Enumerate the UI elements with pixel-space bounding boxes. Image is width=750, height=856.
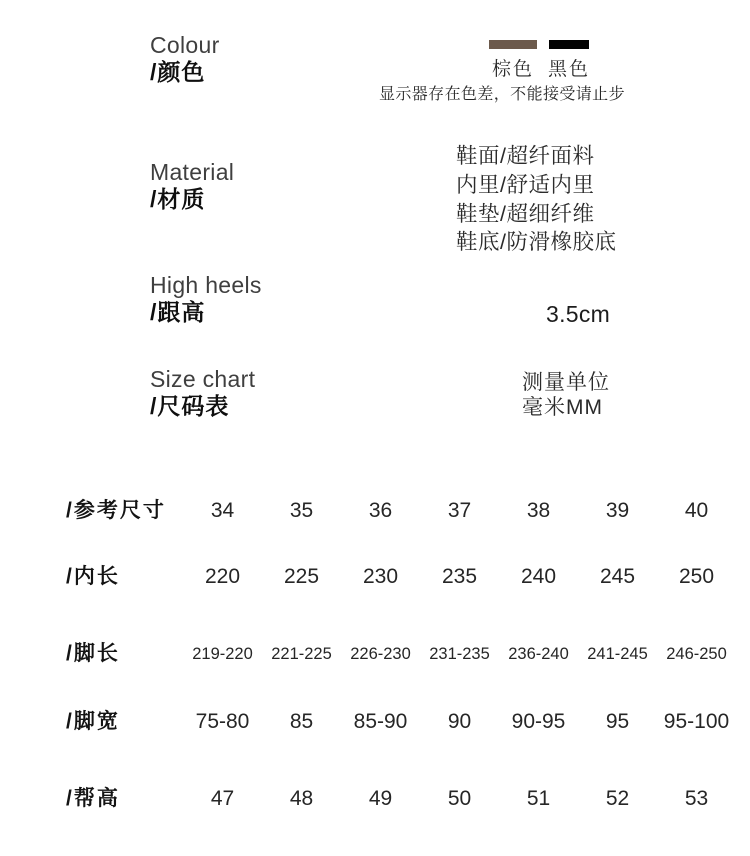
table-row-foot-width [0, 707, 750, 737]
table-cell: 39 [605, 499, 630, 522]
table-cell: 53 [684, 787, 709, 810]
table-cell: 221-225 [271, 645, 332, 663]
row-values [183, 784, 736, 814]
material-line-lining: 内里/舒适内里 [456, 172, 595, 197]
table-cell: 40 [684, 499, 709, 522]
table-cell: 90 [447, 710, 472, 733]
table-cell: 51 [526, 787, 551, 810]
table-cell: 240 [520, 565, 557, 588]
table-cell: 236-240 [508, 645, 569, 663]
table-row-inner-length [0, 562, 750, 592]
table-cell: 220 [204, 565, 241, 588]
material-line-outsole: 鞋底/防滑橡胶底 [456, 230, 617, 255]
table-cell: 95-100 [663, 710, 730, 733]
material-line-insole: 鞋垫/超细纤维 [456, 201, 595, 226]
swatch-option-brown [489, 40, 537, 81]
brown-swatch [489, 40, 537, 49]
table-cell: 95 [605, 710, 630, 733]
row-label: /脚宽 [66, 710, 120, 733]
row-values [183, 707, 736, 737]
table-cell: 226-230 [350, 645, 411, 663]
table-cell: 245 [599, 565, 636, 588]
material-detail-lines [456, 142, 616, 257]
table-cell: 47 [210, 787, 235, 810]
measuring-unit-line1: 测量单位 [522, 371, 610, 394]
table-cell: 241-245 [587, 645, 648, 663]
material-line-upper: 鞋面/超纤面料 [456, 144, 595, 168]
measuring-unit-line2: 毫米MM [522, 395, 603, 419]
table-cell: 85 [289, 710, 314, 733]
colour-swatches [489, 40, 590, 81]
table-cell: 225 [283, 565, 320, 588]
table-cell: 52 [605, 787, 630, 810]
table-row-reference-size [0, 496, 750, 526]
material-section-label [150, 160, 234, 212]
row-label: /内长 [66, 565, 120, 588]
table-cell: 75-80 [195, 710, 250, 733]
heel-section-label [150, 273, 262, 325]
table-row-foot-length [0, 639, 750, 669]
table-cell: 230 [362, 565, 399, 588]
table-cell: 38 [526, 499, 551, 522]
table-cell: 35 [289, 499, 314, 522]
table-cell: 85-90 [353, 710, 408, 733]
colour-label-zh: /颜色 [150, 59, 206, 85]
size-chart-section-label [150, 367, 255, 419]
table-cell: 48 [289, 787, 314, 810]
table-cell: 235 [441, 565, 478, 588]
row-values [183, 562, 736, 592]
table-cell: 49 [368, 787, 393, 810]
table-cell: 250 [678, 565, 715, 588]
size-chart-label-zh: /尺码表 [150, 393, 230, 419]
table-cell: 37 [447, 499, 472, 522]
brown-swatch-label: 棕色 [491, 59, 534, 80]
table-row-shaft-height [0, 784, 750, 814]
black-swatch-label: 黑色 [548, 59, 591, 80]
heel-label-en: High heels [150, 272, 262, 298]
colour-label-en: Colour [150, 32, 220, 58]
table-cell: 231-235 [429, 645, 490, 663]
table-cell: 34 [210, 499, 235, 522]
colour-section-label [150, 33, 220, 85]
measuring-unit-block [522, 371, 610, 420]
table-cell: 219-220 [192, 645, 253, 663]
size-chart-label-en: Size chart [150, 366, 256, 392]
row-label: /帮高 [66, 787, 120, 810]
black-swatch [549, 40, 589, 49]
material-label-zh: /材质 [150, 186, 206, 212]
row-values [183, 639, 736, 669]
row-label: /脚长 [66, 642, 120, 665]
table-cell: 90-95 [511, 710, 566, 733]
row-label: /参考尺寸 [66, 499, 166, 522]
swatch-option-black [548, 40, 590, 81]
row-values [183, 496, 736, 526]
colour-disclaimer-note: 显示器存在色差，不能接受请止步 [378, 86, 625, 103]
table-cell: 36 [368, 499, 393, 522]
heel-height-value: 3.5cm [546, 301, 611, 327]
heel-label-zh: /跟高 [150, 299, 206, 325]
material-label-en: Material [150, 159, 235, 185]
table-cell: 50 [447, 787, 472, 810]
table-cell: 246-250 [666, 645, 727, 663]
